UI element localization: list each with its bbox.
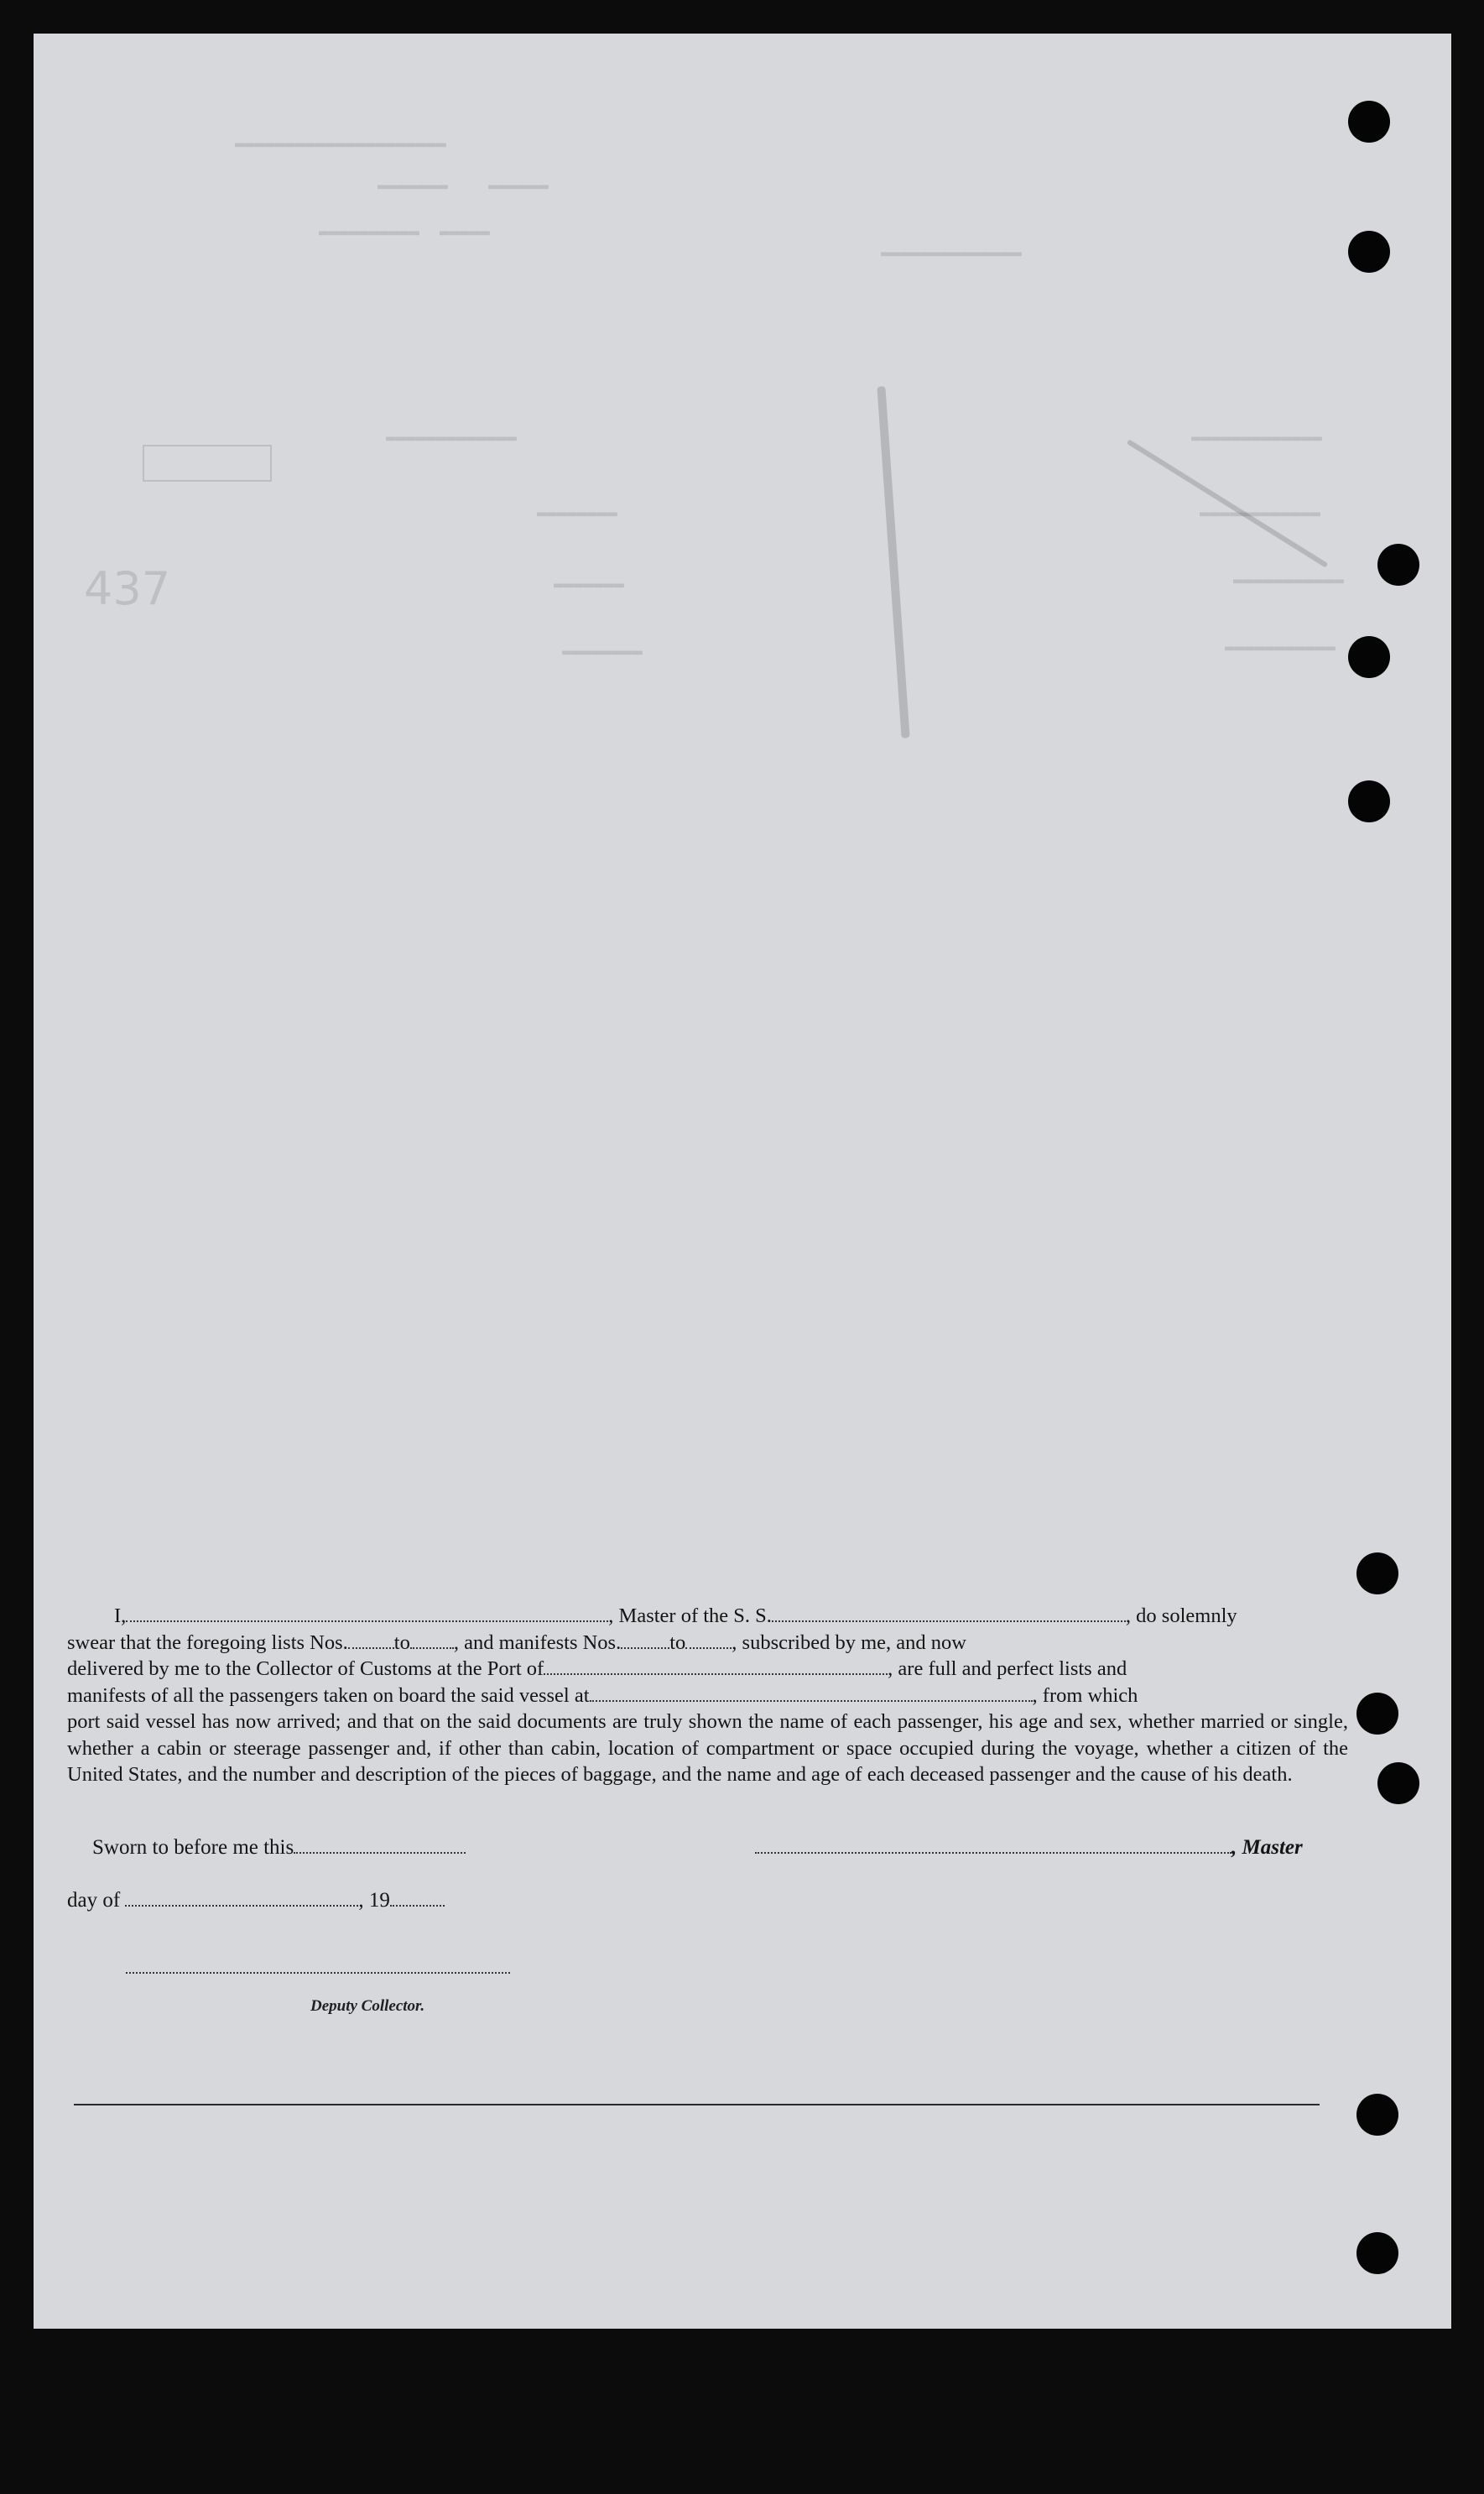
bottom-rule (74, 2104, 1320, 2105)
punch-hole (1356, 2094, 1398, 2136)
faded-bleed-through-text: ▬▬▬▬▬▬▬▬▬▬▬▬▬▬▬▬▬▬▬▬▬ ▬▬▬▬▬▬▬ ▬▬▬▬▬▬ ▬▬▬▬▬▬▬▬▬▬ ▬▬▬▬▬ ▬▬▬▬▬▬▬▬▬▬▬▬▬▬ ▬▬▬▬▬▬▬▬▬▬▬▬▬ ▬▬▬▬▬▬▬▬▬▬▬▬▬ ▬▬▬▬▬▬▬▬▬▬▬▬ ▬▬▬▬▬▬▬▬▬▬▬ ▬▬▬▬▬▬▬▬▬▬▬ ▬▬▬▬▬▬▬▬ ▬▬▬▬▬▬▬ ▬▬▬▬▬▬▬▬ 437 (84, 134, 1345, 661)
year-field[interactable] (390, 1888, 445, 1907)
master-signature-field[interactable] (755, 1835, 1231, 1854)
sworn-line (92, 1835, 466, 1860)
document-page (34, 34, 1451, 2329)
faded-stamp-number: 437 (84, 562, 171, 615)
from-which-label: , from which (1032, 1683, 1138, 1707)
deputy-signature-line (126, 1955, 510, 1980)
manifest-to-field[interactable] (685, 1630, 732, 1649)
sworn-date-field[interactable] (294, 1835, 466, 1854)
punch-hole (1348, 780, 1390, 822)
sworn-label: Sworn to before me this (92, 1836, 294, 1859)
master-name-field[interactable] (126, 1604, 608, 1622)
list-from-field[interactable] (348, 1630, 394, 1649)
punch-hole (1356, 1693, 1398, 1735)
oath-declaration (67, 1603, 1348, 1788)
punch-hole (1377, 544, 1419, 586)
master-signature-line (755, 1835, 1303, 1860)
oath-pronoun: I, (114, 1604, 127, 1627)
punch-hole (1348, 231, 1390, 273)
list-to-field[interactable] (410, 1630, 454, 1649)
deputy-signature-field[interactable] (126, 1955, 510, 1974)
vessel-at-label: manifests of all the passengers taken on board the said vessel at (67, 1683, 590, 1707)
master-of-label: , Master of the S. S. (608, 1604, 772, 1627)
master-label: , Master (1231, 1836, 1303, 1859)
month-field[interactable] (125, 1888, 358, 1907)
port-label: delivered by me to the Collector of Customs at the Port of (67, 1657, 544, 1680)
to-label: to (393, 1630, 410, 1654)
ship-name-field[interactable] (772, 1604, 1126, 1622)
punch-hole (1348, 101, 1390, 143)
oath-body-text: port said vessel has now arrived; and that on the said documents are truly shown the name of each passenger, his age and sex, whether married or single, whether a cabin or steerage passenger and, if other than cabin, location of compartment or space occupied during the voyage, whether a citizen of the United States, and the number and description of the pieces of baggage, and the name and age of each deceased passenger and the cause of his death. (67, 1710, 1348, 1786)
deputy-collector-label: Deputy Collector. (310, 1997, 425, 2015)
departure-port-field[interactable] (590, 1683, 1033, 1702)
manifest-from-field[interactable] (621, 1630, 669, 1649)
day-of-line (67, 1888, 445, 1912)
day-of-label: day of (67, 1889, 121, 1912)
year-prefix: , 19 (358, 1889, 390, 1912)
perfect-lists-label: , are full and perfect lists and (888, 1657, 1127, 1680)
to-label-2: to (669, 1630, 686, 1654)
subscribed-label: , subscribed by me, and now (732, 1630, 966, 1654)
punch-hole (1356, 1552, 1398, 1594)
solemnly-label: , do solemnly (1125, 1604, 1237, 1627)
port-field[interactable] (544, 1657, 888, 1675)
manifests-label: , and manifests Nos. (453, 1630, 622, 1654)
punch-hole (1348, 636, 1390, 678)
punch-hole (1377, 1762, 1419, 1804)
punch-hole (1356, 2232, 1398, 2274)
lists-label: swear that the foregoing lists Nos. (67, 1630, 348, 1654)
